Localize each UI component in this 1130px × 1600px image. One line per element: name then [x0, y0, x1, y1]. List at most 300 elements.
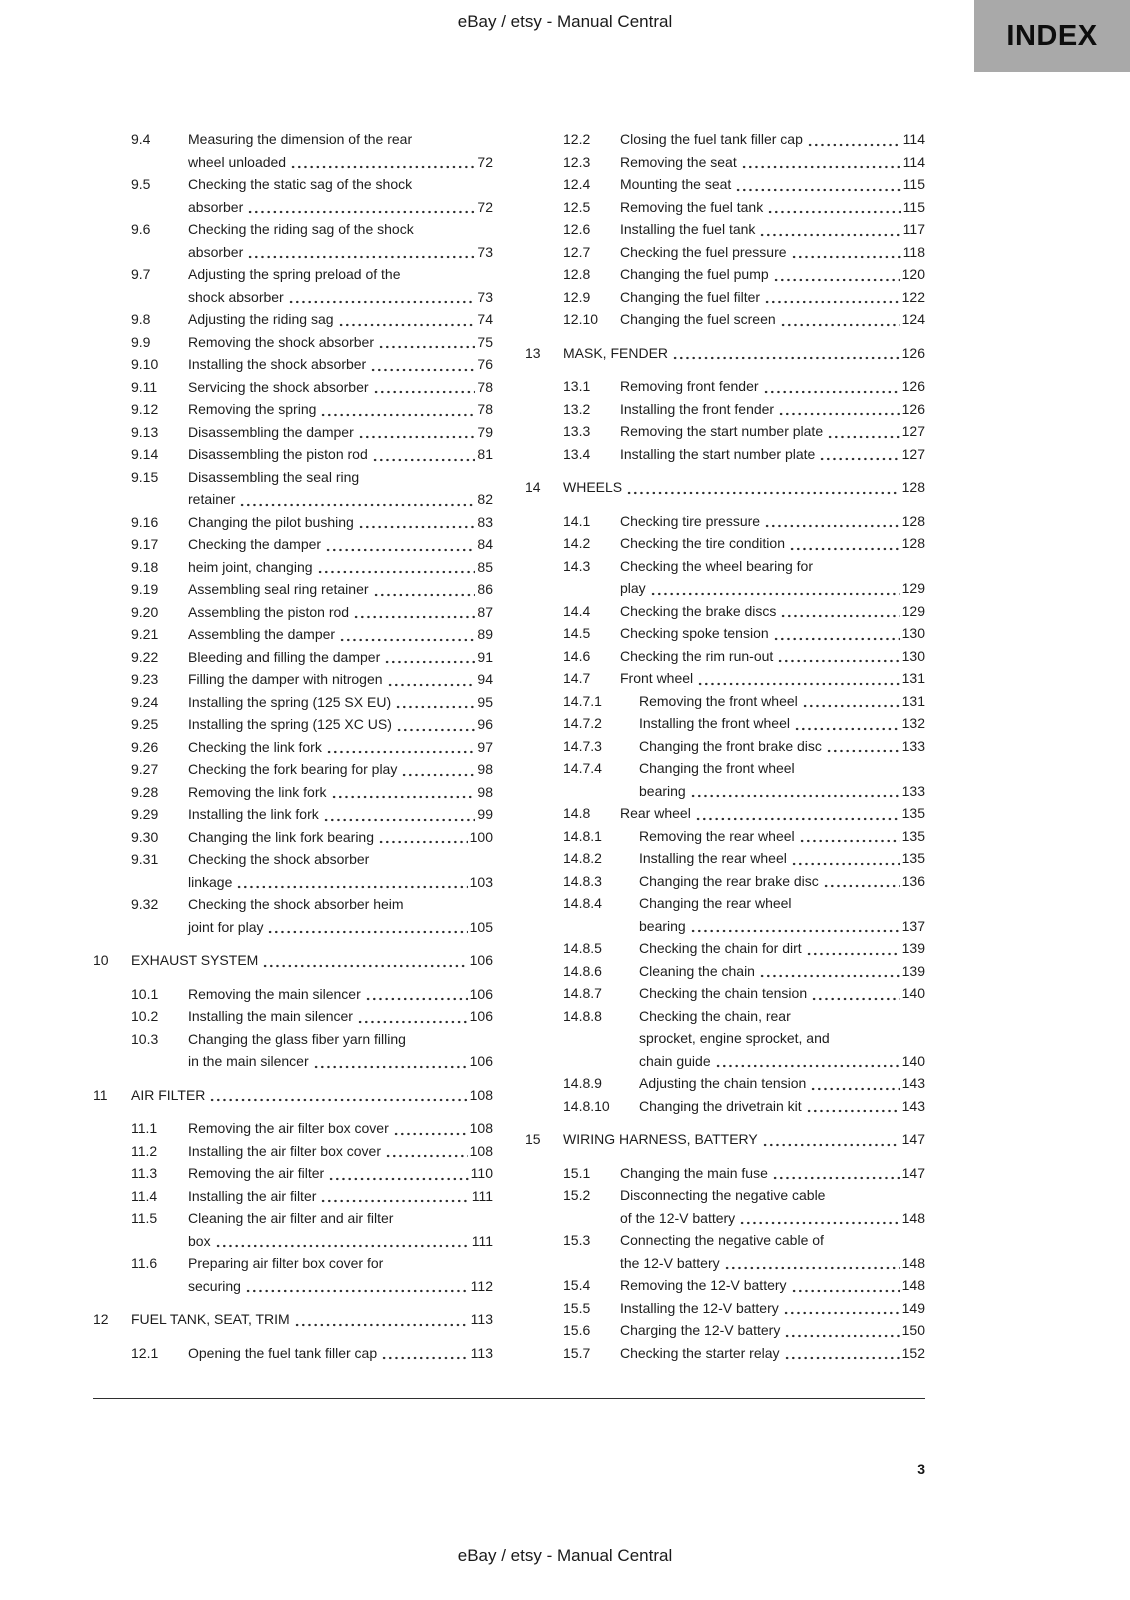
- toc-entry-number: 9.28: [131, 783, 159, 800]
- toc-entry-lastline: [188, 376, 493, 399]
- dot-leader: [262, 964, 467, 968]
- toc-entry-title-line: Changing the fuel pump: [620, 266, 769, 282]
- toc-entry-body: [563, 1128, 925, 1151]
- dot-leader: [381, 1356, 469, 1360]
- toc-entry-body: [188, 308, 493, 331]
- toc-entry-title-line: Removing front fender: [620, 378, 759, 394]
- toc-entry-title-line: play: [620, 580, 646, 596]
- toc-entry: [93, 443, 493, 466]
- toc-entry-number: 15: [525, 1131, 541, 1147]
- table-of-contents: [93, 128, 925, 1364]
- dot-leader: [373, 390, 476, 394]
- toc-entry-page: 126: [901, 378, 925, 394]
- toc-entry-title-line: Installing the 12-V battery: [620, 1299, 779, 1316]
- toc-entry-body: [188, 781, 493, 804]
- toc-entry-number: 15.3: [563, 1232, 591, 1248]
- dot-leader: [741, 165, 901, 169]
- toc-entry-body: [188, 668, 493, 691]
- toc-entry-lastline: [131, 949, 493, 972]
- toc-entry-title-line: Removing the link fork: [188, 783, 327, 800]
- toc-entry-number: 14.8.8: [563, 1007, 602, 1024]
- toc-entry-title-line: Changing the glass fiber yarn filling: [188, 1030, 406, 1047]
- dot-leader: [384, 660, 475, 664]
- toc-entry-body: [188, 646, 493, 669]
- toc-entry-page: 110: [470, 1165, 493, 1181]
- dot-leader: [799, 839, 900, 843]
- toc-entry-number: 14.5: [563, 625, 591, 641]
- toc-entry-title-line: chain guide: [639, 1052, 711, 1069]
- toc-entry-title-line: Removing the shock absorber: [188, 333, 374, 350]
- toc-entry: [525, 342, 925, 365]
- toc-entry-lastline: [639, 847, 925, 870]
- toc-entry: [525, 1342, 925, 1365]
- dot-leader: [794, 727, 900, 731]
- dot-leader: [819, 457, 899, 461]
- dot-leader: [313, 1065, 468, 1069]
- toc-entry-title-line: Rear wheel: [620, 805, 691, 821]
- toc-entry-lastline: [620, 218, 925, 241]
- toc-entry-page: 131: [901, 692, 925, 709]
- toc-entry-lastline: [620, 802, 925, 825]
- dot-leader: [378, 840, 468, 844]
- toc-entry-page: 72: [477, 198, 493, 215]
- toc-entry-lastline: [620, 420, 925, 443]
- toc-entry-page: 111: [471, 1232, 493, 1249]
- toc-entry-lastline: [639, 982, 925, 1005]
- toc-entry-page: 150: [901, 1322, 925, 1338]
- toc-entry-page: 103: [469, 873, 493, 890]
- dot-leader: [762, 1143, 900, 1147]
- toc-entry: [93, 668, 493, 691]
- toc-entry-title-line: Changing the fuel filter: [620, 288, 761, 305]
- toc-entry-number: 9.5: [131, 176, 151, 192]
- toc-entry-title-line: Installing the front wheel: [639, 715, 790, 731]
- toc-entry-page: 135: [901, 850, 925, 866]
- index-label: INDEX: [1006, 19, 1098, 52]
- dot-leader: [209, 1098, 467, 1102]
- toc-entry-page: 84: [477, 536, 493, 552]
- toc-entry-lastline: [639, 915, 925, 938]
- toc-entry-number: 12.10: [563, 311, 599, 327]
- toc-entry-page: 106: [469, 985, 493, 1002]
- toc-entry-title-line: Disassembling the damper: [188, 423, 354, 440]
- page-number: 3: [917, 1461, 925, 1477]
- toc-entry-title-line: Bleeding and filling the damper: [188, 648, 381, 665]
- toc-entry-body: [620, 510, 925, 533]
- toc-entry-number: 15.2: [563, 1187, 591, 1203]
- toc-entry-title-line: Checking tire pressure: [620, 512, 761, 529]
- toc-entry-lastline: [620, 398, 925, 421]
- toc-entry-title-line: Adjusting the chain tension: [639, 1075, 807, 1091]
- toc-entry-title-line: Checking the shock absorber heim: [188, 896, 404, 912]
- toc-entry: [525, 218, 925, 241]
- toc-entry: [93, 893, 493, 938]
- toc-entry-body: [620, 128, 925, 151]
- toc-entry-title-line: EXHAUST SYSTEM: [131, 952, 259, 968]
- toc-entry-title-line: Changing the drivetrain kit: [639, 1097, 802, 1114]
- toc-entry-page: 135: [901, 805, 925, 821]
- toc-entry-lastline: [620, 128, 925, 151]
- toc-entry-body: [188, 331, 493, 354]
- toc-entry-lastline: [188, 421, 493, 444]
- toc-entry-body: [620, 532, 925, 555]
- toc-entry-lastline: [188, 713, 493, 736]
- toc-entry-title-line: of the 12-V battery: [620, 1209, 736, 1226]
- toc-entry-page: 129: [901, 602, 925, 619]
- toc-entry-page: 100: [469, 828, 493, 845]
- dot-leader: [772, 1176, 900, 1180]
- toc-entry-lastline: [188, 1117, 493, 1140]
- toc-entry: [525, 173, 925, 196]
- toc-entry-number: 14: [525, 479, 541, 495]
- toc-entry-page: 149: [901, 1299, 925, 1316]
- toc-entry-lastline: [188, 443, 493, 466]
- toc-entry-body: [188, 1252, 493, 1297]
- dot-leader: [339, 638, 475, 642]
- dot-leader: [690, 929, 900, 933]
- dot-leader: [773, 637, 900, 641]
- toc-entry-title-line: Changing the rear wheel: [639, 895, 792, 911]
- toc-entry-page: 117: [902, 221, 925, 237]
- toc-entry-body: [639, 825, 925, 848]
- toc-entry-lastline: [188, 556, 493, 579]
- toc-entry-page: 147: [901, 1131, 925, 1147]
- toc-entry-lastline: [188, 286, 493, 309]
- toc-entry-lastline: [188, 241, 493, 264]
- dot-leader: [715, 1064, 900, 1068]
- toc-entry-lastline: [188, 353, 493, 376]
- toc-entry-lastline: [188, 826, 493, 849]
- toc-entry: [525, 982, 925, 1005]
- toc-entry-number: 15.4: [563, 1277, 591, 1293]
- toc-entry-body: [620, 420, 925, 443]
- toc-entry-title-line: Filling the damper with nitrogen: [188, 671, 383, 687]
- toc-entry: [525, 308, 925, 331]
- toc-entry-body: [131, 949, 493, 972]
- toc-entry: [93, 331, 493, 354]
- toc-entry-number: 12.7: [563, 243, 591, 260]
- dot-leader: [288, 300, 476, 304]
- dot-leader: [326, 750, 476, 754]
- toc-entry-page: 136: [901, 872, 925, 889]
- toc-entry: [93, 421, 493, 444]
- toc-entry-title-line: Installing the spring (125 SX EU): [188, 693, 392, 710]
- toc-entry-page: 106: [469, 1008, 493, 1024]
- toc-entry-body: [188, 578, 493, 601]
- toc-entry: [93, 949, 493, 972]
- toc-entry-lastline: [563, 1128, 925, 1151]
- toc-entry-lastline: [563, 476, 925, 499]
- toc-entry-number: 11.6: [131, 1255, 158, 1271]
- toc-entry-lastline: [188, 331, 493, 354]
- toc-entry-number: 10.2: [131, 1008, 159, 1024]
- dot-leader: [791, 255, 901, 259]
- dot-leader: [672, 356, 900, 360]
- toc-entry-body: [620, 1342, 925, 1365]
- toc-entry-lastline: [188, 646, 493, 669]
- toc-entry: [93, 713, 493, 736]
- toc-entry-lastline: [188, 1140, 493, 1163]
- toc-entry-page: 126: [901, 344, 925, 361]
- toc-entry-title-line: Assembling the damper: [188, 626, 336, 642]
- toc-entry-number: 9.23: [131, 671, 159, 687]
- toc-entry: [525, 960, 925, 983]
- toc-entry-title-line: Checking the chain, rear: [639, 1007, 791, 1024]
- toc-entry-body: [188, 128, 493, 173]
- toc-entry-body: [620, 667, 925, 690]
- toc-entry-body: [639, 712, 925, 735]
- toc-entry-number: 9.10: [131, 356, 159, 372]
- toc-entry-title-line: Preparing air filter box cover for: [188, 1255, 384, 1271]
- toc-entry-title-line: Disassembling the seal ring: [188, 468, 360, 485]
- dot-leader: [778, 412, 900, 416]
- toc-entry-title-line: Checking the rim run-out: [620, 647, 774, 664]
- dot-leader: [826, 749, 900, 753]
- dot-leader: [393, 1132, 468, 1136]
- toc-entry-page: 83: [477, 513, 493, 530]
- toc-entry: [525, 1072, 925, 1095]
- toc-entry: [93, 736, 493, 759]
- toc-entry: [93, 1117, 493, 1140]
- toc-entry-lastline: [639, 870, 925, 893]
- dot-leader: [328, 1177, 469, 1181]
- toc-entry-page: 120: [901, 266, 925, 282]
- toc-entry-number: 14.8.10: [563, 1097, 610, 1114]
- toc-entry: [525, 690, 925, 713]
- toc-entry-number: 12.6: [563, 221, 591, 237]
- toc-entry-lastline: [639, 1095, 925, 1118]
- toc-entry-lastline: [188, 983, 493, 1006]
- dot-leader: [811, 997, 900, 1001]
- dot-leader: [735, 188, 900, 192]
- toc-entry-page: 91: [477, 648, 493, 665]
- toc-entry: [525, 241, 925, 264]
- toc-entry-number: 10.1: [131, 985, 159, 1002]
- toc-entry-page: 128: [901, 535, 925, 551]
- toc-entry-title-line: Removing the start number plate: [620, 423, 824, 439]
- toc-entry-body: [620, 645, 925, 668]
- toc-entry: [93, 646, 493, 669]
- toc-entry-body: [188, 353, 493, 376]
- index-label-box: [974, 0, 1130, 72]
- dot-leader: [290, 165, 475, 169]
- toc-entry-number: 9.8: [131, 311, 151, 327]
- toc-entry-number: 14.8.2: [563, 850, 602, 866]
- toc-entry-lastline: [639, 690, 925, 713]
- toc-entry-lastline: [620, 241, 925, 264]
- toc-entry-title-line: Adjusting the riding sag: [188, 311, 334, 327]
- dot-leader: [783, 1311, 900, 1315]
- toc-entry-title-line: Changing the link fork bearing: [188, 828, 375, 845]
- toc-entry-lastline: [620, 1297, 925, 1320]
- page-footer-title: eBay / etsy - Manual Central: [457, 1546, 673, 1565]
- toc-entry-number: 9.20: [131, 603, 159, 620]
- toc-entry-number: 12.9: [563, 288, 591, 305]
- dot-leader: [806, 952, 900, 956]
- toc-entry-number: 9.18: [131, 558, 159, 575]
- toc-entry-title-line: Cleaning the chain: [639, 962, 755, 979]
- toc-entry-number: 9.32: [131, 896, 159, 912]
- toc-entry-title-line: Removing the 12-V battery: [620, 1277, 787, 1293]
- toc-entry-title-line: Removing the main silencer: [188, 985, 361, 1002]
- toc-entry: [93, 308, 493, 331]
- toc-entry: [525, 420, 925, 443]
- toc-entry-body: [188, 533, 493, 556]
- toc-entry-lastline: [188, 871, 493, 894]
- toc-entry: [525, 1297, 925, 1320]
- toc-entry-body: [639, 937, 925, 960]
- toc-entry: [525, 667, 925, 690]
- toc-entry-page: 113: [470, 1311, 493, 1327]
- toc-entry-body: [620, 151, 925, 174]
- toc-entry-number: 14.3: [563, 557, 591, 574]
- toc-entry: [93, 623, 493, 646]
- dot-leader: [353, 615, 475, 619]
- toc-entry-number: 9.11: [131, 378, 158, 395]
- toc-entry-title-line: absorber: [188, 198, 244, 215]
- dot-leader: [789, 547, 900, 551]
- toc-entry-title-line: Checking the damper: [188, 536, 322, 552]
- toc-entry-page: 79: [477, 423, 493, 440]
- dot-leader: [215, 1244, 470, 1248]
- dot-leader: [759, 233, 900, 237]
- toc-entry: [93, 983, 493, 1006]
- toc-entry-body: [188, 443, 493, 466]
- toc-entry-lastline: [188, 533, 493, 556]
- toc-entry-page: 82: [477, 491, 493, 507]
- toc-entry-body: [620, 1319, 925, 1342]
- toc-entry-page: 98: [477, 783, 493, 800]
- toc-entry-title-line: bearing: [639, 917, 686, 934]
- toc-entry: [93, 1342, 493, 1365]
- toc-entry-page: 140: [901, 1052, 925, 1069]
- toc-entry: [525, 555, 925, 600]
- toc-entry: [525, 1319, 925, 1342]
- toc-entry-title-line: Adjusting the spring preload of the: [188, 266, 401, 282]
- toc-entry-number: 13: [525, 344, 541, 361]
- toc-entry: [525, 1184, 925, 1229]
- toc-entry-page: 85: [477, 558, 493, 575]
- toc-entry-title-line: Disassembling the piston rod: [188, 446, 368, 462]
- toc-entry: [93, 1252, 493, 1297]
- toc-entry-number: 9.15: [131, 468, 159, 485]
- toc-entry-body: [620, 263, 925, 286]
- toc-entry-title-line: Removing the fuel tank: [620, 198, 764, 215]
- toc-entry-number: 14.7: [563, 670, 591, 686]
- toc-entry-page: 96: [477, 716, 493, 732]
- toc-entry-lastline: [188, 1230, 493, 1253]
- toc-entry-lastline: [620, 1274, 925, 1297]
- toc-entry-page: 74: [477, 311, 493, 327]
- toc-entry-number: 10: [93, 952, 109, 968]
- toc-entry-number: 9.16: [131, 513, 159, 530]
- toc-entry-title-line: retainer: [188, 491, 236, 507]
- dot-leader: [697, 682, 899, 686]
- toc-entry: [525, 1095, 925, 1118]
- dot-leader: [395, 705, 475, 709]
- dot-leader: [764, 300, 900, 304]
- toc-entry-title-line: Changing the rear brake disc: [639, 872, 819, 889]
- toc-entry-number: 9.26: [131, 738, 159, 755]
- toc-entry-title-line: Checking the wheel bearing for: [620, 557, 814, 574]
- toc-entry: [93, 511, 493, 534]
- toc-entry-number: 9.6: [131, 221, 151, 237]
- toc-entry-lastline: [188, 781, 493, 804]
- toc-entry-body: [620, 1162, 925, 1185]
- toc-entry-body: [620, 802, 925, 825]
- toc-entry-title-line: Connecting the negative cable of: [620, 1232, 824, 1248]
- toc-entry-lastline: [188, 151, 493, 174]
- toc-entry-title-line: Installing the shock absorber: [188, 356, 367, 372]
- toc-entry-body: [131, 1308, 493, 1331]
- toc-entry-lastline: [188, 1162, 493, 1185]
- toc-entry: [525, 196, 925, 219]
- toc-entry-lastline: [188, 308, 493, 331]
- toc-entry-body: [620, 375, 925, 398]
- dot-leader: [247, 255, 475, 259]
- toc-entry: [525, 1128, 925, 1151]
- toc-entry-number: 9.27: [131, 761, 159, 777]
- toc-entry-page: 115: [902, 176, 925, 192]
- toc-entry: [525, 600, 925, 623]
- toc-entry-page: 73: [477, 243, 493, 260]
- toc-entry-lastline: [620, 375, 925, 398]
- toc-entry-body: [188, 691, 493, 714]
- toc-entry-lastline: [188, 1005, 493, 1028]
- dot-leader: [690, 794, 900, 798]
- toc-entry-number: 9.13: [131, 423, 159, 440]
- toc-entry: [93, 1140, 493, 1163]
- toc-entry-number: 12.3: [563, 153, 591, 170]
- toc-entry-number: 11.2: [131, 1142, 158, 1159]
- toc-entry-number: 14.1: [563, 512, 591, 529]
- toc-entry-title-line: Removing the rear wheel: [639, 827, 795, 844]
- toc-entry-body: [639, 1095, 925, 1118]
- dot-leader: [695, 817, 900, 821]
- dot-leader: [791, 1289, 900, 1293]
- toc-entry-title-line: Checking the chain tension: [639, 985, 808, 1001]
- toc-entry-lastline: [620, 667, 925, 690]
- toc-entry-lastline: [620, 1319, 925, 1342]
- toc-entry-number: 11.1: [131, 1120, 158, 1136]
- toc-entry: [93, 781, 493, 804]
- toc-entry-number: 9.21: [131, 626, 159, 642]
- toc-entry-body: [188, 263, 493, 308]
- dot-leader: [763, 390, 900, 394]
- toc-entry-title-line: Mounting the seat: [620, 176, 732, 192]
- toc-entry-title-line: WIRING HARNESS, BATTERY: [563, 1131, 758, 1147]
- toc-entry-number: 9.4: [131, 131, 151, 147]
- toc-entry-lastline: [620, 173, 925, 196]
- toc-entry-body: [188, 826, 493, 849]
- toc-entry: [93, 128, 493, 173]
- toc-entry-lastline: [639, 960, 925, 983]
- toc-entry-title-line: Changing the fuel screen: [620, 311, 776, 327]
- page-header-title: eBay / etsy - Manual Central: [457, 12, 673, 31]
- toc-entry-page: 95: [477, 693, 493, 710]
- toc-entry-title-line: Installing the front fender: [620, 400, 775, 417]
- toc-entry-page: 148: [901, 1209, 925, 1226]
- toc-entry-title-line: sprocket, engine sprocket, and: [639, 1030, 830, 1046]
- toc-entry-number: 14.7.4: [563, 760, 602, 776]
- dot-leader: [331, 795, 476, 799]
- toc-entry: [525, 532, 925, 555]
- toc-entry-body: [188, 218, 493, 263]
- toc-entry: [525, 892, 925, 937]
- toc-entry-page: 76: [477, 356, 493, 372]
- toc-entry-number: 14.8.9: [563, 1075, 602, 1091]
- toc-entry-page: 89: [477, 626, 493, 642]
